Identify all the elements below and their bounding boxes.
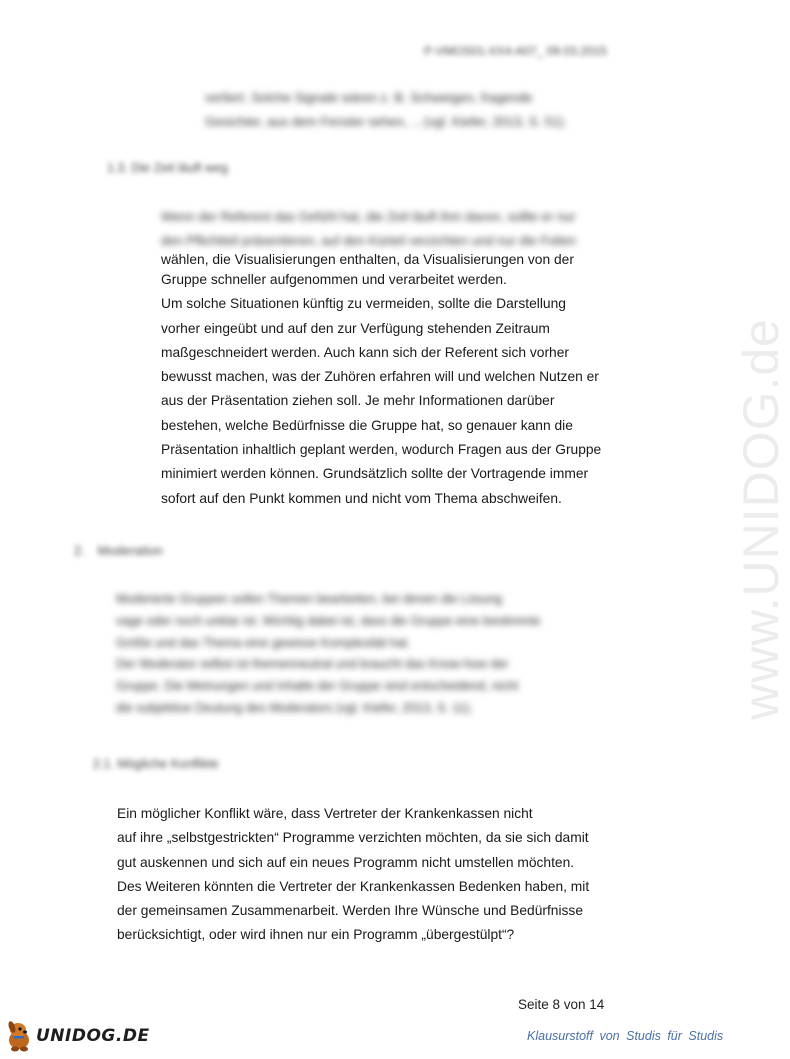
partial-line: wählen, die Visualisierungen enthalten, da Visualisierungen von der: [161, 252, 574, 267]
section-2-blurred-text: [116, 589, 596, 720]
text-line: verliert. Solche Signale wären z. B. Schweigen, fragende: [205, 90, 533, 105]
text-line: Wenn der Referent das Gefühl hat, die Zeit läuft ihm davon, sollte er nur: [161, 209, 576, 224]
section-title: Moderation: [97, 543, 163, 558]
watermark-text: www.UNIDOG.de: [733, 318, 789, 720]
section-2-1-heading: 2.1. Mögliche Konflikte: [93, 757, 219, 771]
text-line: die subjektive Deutung des Moderators (vgl. Kiefer, 2013, S. 11).: [116, 700, 473, 715]
text-line: der gemeinsamen Zusammenarbeit. Werden Ihre Wünsche und Bedürfnisse: [117, 903, 584, 919]
text-line: bewusst machen, was der Zuhören erfahren will und welchen Nutzen er: [161, 369, 599, 385]
page-number: Seite 8 von 14: [518, 997, 605, 1012]
text-line: vorher eingeübt und auf den zur Verfügung stehenden Zeitraum: [161, 320, 550, 336]
text-line: Moderierte Gruppen sollen Themen bearbeiten, bei denen die Lösung: [116, 592, 503, 606]
text-line: Präsentation inhaltlich geplant werden, wodurch Fragen aus der Gruppe: [161, 442, 602, 458]
text-line: Um solche Situationen künftig zu vermeiden, sollte die Darstellung: [161, 296, 566, 312]
section-1-3-body: [161, 252, 631, 511]
unidog-logo[interactable]: [4, 1018, 154, 1054]
text-line: aus der Präsentation ziehen soll. Je mehr Informationen darüber: [161, 393, 555, 409]
text-line: den Pflichtteil präsentieren, auf den Kürteil verzichten und nur die Folien: [161, 233, 576, 248]
text-line: Der Moderator selbst ist themenneutral und braucht das Know-how der: [116, 657, 509, 672]
text-line: auf ihre „selbstgestrickten“ Programme verzichten möchten, da sie sich damit: [117, 830, 589, 846]
text-line: Gruppe. Die Meinungen und Inhalte der Gruppe sind entscheidend, nicht: [116, 679, 519, 694]
text-line: Ein möglicher Konflikt wäre, dass Vertreter der Krankenkassen nicht: [117, 806, 533, 821]
text-line: Gesichter, aus dem Fenster sehen, …(vgl. Kiefer, 2013, S. 51).: [205, 114, 568, 129]
section-1-3-heading: 1.3. Die Zeit läuft weg: [107, 161, 228, 175]
top-continuation: [205, 86, 605, 134]
text-line: Gruppe schneller aufgenommen und verarbeitet werden.: [161, 272, 507, 287]
watermark: [684, 250, 789, 730]
section-number: 2.: [74, 543, 85, 558]
document-id: P-VMOS01-XX4-A07_ 09.03.2015: [424, 44, 607, 58]
text-line: berücksichtigt, oder wird ihnen nur ein Programm „übergestülpt“?: [117, 927, 515, 943]
section-1-3-blurred-text: [161, 205, 621, 253]
text-line: vage oder noch unklar ist. Wichtig dabei ist, dass die Gruppe eine bestimmte: [116, 613, 541, 628]
text-line: Größe und das Thema eine gewisse Komplexität hat.: [116, 635, 411, 650]
section-2-heading: [74, 543, 163, 558]
logo-text: UNIDOG.DE: [36, 1026, 150, 1046]
text-line: sofort auf den Punkt kommen und nicht vom Thema abschweifen.: [161, 490, 562, 506]
text-line: Des Weiteren könnten die Vertreter der Krankenkassen Bedenken haben, mit: [117, 878, 590, 894]
text-line: minimiert werden können. Grundsätzlich sollte der Vortragende immer: [161, 466, 589, 482]
dog-mascot-icon: [4, 1018, 38, 1054]
footer-tagline: Klausurstoff von Studis für Studis: [527, 1029, 724, 1043]
text-line: bestehen, welche Bedürfnisse die Gruppe hat, so genauer kann die: [161, 417, 573, 433]
section-2-1-body: [117, 802, 597, 948]
text-line: gut auskennen und sich auf ein neues Programm nicht umstellen möchten.: [117, 854, 575, 870]
text-line: maßgeschneidert werden. Auch kann sich der Referent sich vorher: [161, 344, 569, 360]
